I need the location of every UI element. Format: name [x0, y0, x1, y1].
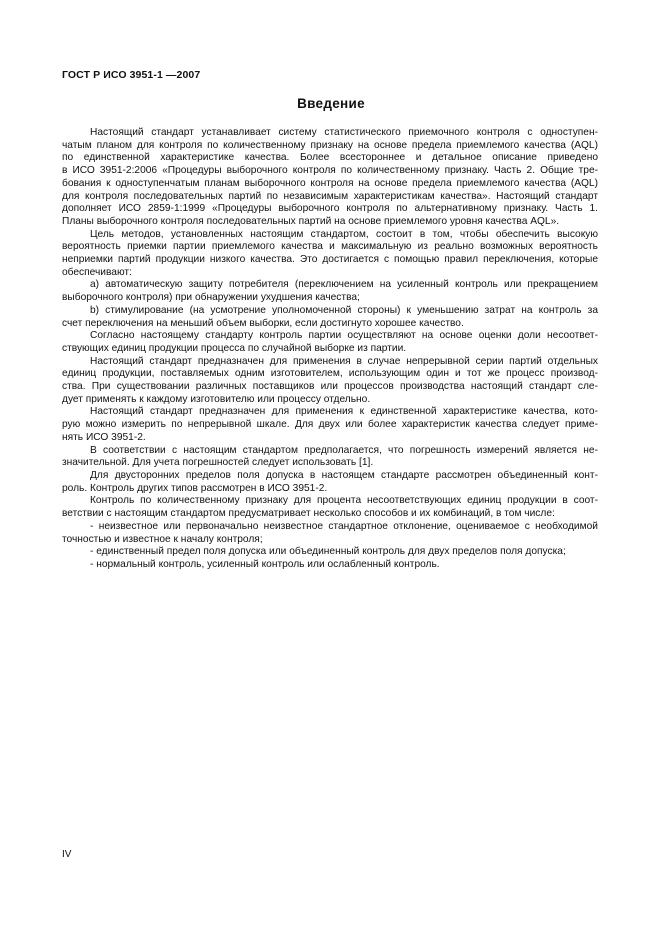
text-line: ствующих единиц продукции процесса по случайной выборке из партии.	[62, 342, 407, 354]
text-line: счет переключения на меньший объем выборки, если достигнуто хорошее качество.	[62, 317, 464, 329]
text-line: Настоящий стандарт предназначен для применения к единственной характеристике качества, кото-	[90, 406, 598, 418]
paragraph	[62, 445, 598, 470]
text-line: - неизвестное или первоначально неизвестное стандартное отклонение, оцениваемое с необходимой	[90, 520, 598, 532]
paragraph	[62, 406, 598, 444]
text-line: Для двусторонних пределов поля допуска в настоящем стандарте рассмотрен объединенный конт-	[90, 469, 598, 481]
text-line: неприемки партий продукции низкого качества. Это достигается с помощью правил переключения, которые	[62, 254, 598, 266]
paragraph	[62, 330, 598, 355]
paragraph	[62, 305, 598, 330]
text-line: Согласно настоящему стандарту контроль партии осуществляют на основе оценки доли несоответ-	[90, 330, 598, 342]
text-line: вероятность приемки партии приемлемого качества и максимальную из реально возможных вероятность	[62, 241, 598, 253]
text-line: b) стимулирование (на усмотрение уполномоченной стороны) к уменьшению затрат на контроль за	[90, 304, 598, 316]
text-line: обеспечивают:	[62, 266, 132, 278]
text-line: значительной. Для учета погрешностей следует использовать [1].	[62, 457, 374, 469]
text-line: ства. При существовании различных поставщиков или процессов производства настоящий стандарт сле-	[62, 381, 598, 393]
text-line: бования к одноступенчатым планам выборочного контроля на основе предела приемлемого качества (AQL)	[62, 177, 598, 189]
text-line: рую можно измерить по непрерывной шкале. Для двух или более характеристик качества следует приме-	[62, 419, 598, 431]
section-title: Введение	[297, 96, 365, 111]
paragraph	[62, 229, 598, 280]
text-line: дует применять к каждому изготовителю или процессу отдельно.	[62, 393, 371, 405]
text-line: Цель методов, установленных настоящим стандартом, состоит в том, чтобы обеспечить высокую	[90, 228, 598, 240]
text-line: чатым планом для контроля по количественному признаку на основе предела приемлемого качества (AQL)	[62, 139, 598, 151]
text-line: по единственной характеристике качества. Более всестороннее и детальное описание приведено	[62, 152, 598, 164]
paragraph	[62, 546, 598, 559]
paragraph	[62, 495, 598, 520]
text-line: роль. Контроль других типов рассмотрен в ИСО 3951-2.	[62, 482, 328, 494]
text-line: Контроль по количественному признаку для процента несоответствующих единиц продукции в соот-	[90, 495, 598, 507]
text-line: в ИСО 3951-2:2006 «Процедуры выборочного контроля по количественному признаку. Часть 2. Общие тре-	[62, 165, 598, 177]
text-line: В соответствии с настоящим стандартом предполагается, что погрешность измерений является не-	[90, 444, 598, 456]
text-line: - нормальный контроль, усиленный контроль или ослабленный контроль.	[90, 558, 440, 570]
text-line: единиц продукции, поставляемых одним изготовителем, использующим один и тот же процесс производ-	[62, 368, 598, 380]
text-line: ветствии с настоящим стандартом предусматривает несколько способов и их комбинаций, в том числе:	[62, 508, 555, 520]
paragraph	[62, 127, 598, 229]
text-line: Планы выборочного контроля последовательных партий на основе приемлемого уровня качества AQL».	[62, 215, 560, 227]
text-line: a) автоматическую защиту потребителя (переключением на усиленный контроль или прекращением	[90, 279, 598, 291]
paragraph	[62, 356, 598, 407]
paragraph	[62, 559, 598, 572]
paragraph	[62, 470, 598, 495]
text-line: Настоящий стандарт предназначен для применения в случае непрерывной серии партий отдельных	[90, 355, 598, 367]
text-line: точностью и известное к началу контроля;	[62, 533, 263, 545]
text-line: нять ИСО 3951-2.	[62, 431, 146, 443]
text-line: для контроля последовательных партий по независимым характеристикам качества». Настоящий стандарт	[62, 190, 598, 202]
page-number: IV	[62, 849, 72, 860]
paragraph	[62, 521, 598, 546]
document-body	[62, 127, 598, 572]
document-header: ГОСТ Р ИСО 3951-1 —2007	[62, 69, 201, 81]
text-line: - единственный предел поля допуска или объединенный контроль для двух пределов поля допуска;	[90, 546, 566, 558]
text-line: Настоящий стандарт устанавливает систему статистического приемочного контроля с одноступен-	[90, 127, 598, 138]
paragraph	[62, 279, 598, 304]
text-line: дополняет ИСО 2859-1:1999 «Процедуры выборочного контроля по альтернативному признаку. Часть 1.	[62, 203, 598, 215]
text-line: выборочного контроля) при обнаружении ухудшения качества;	[62, 292, 360, 304]
